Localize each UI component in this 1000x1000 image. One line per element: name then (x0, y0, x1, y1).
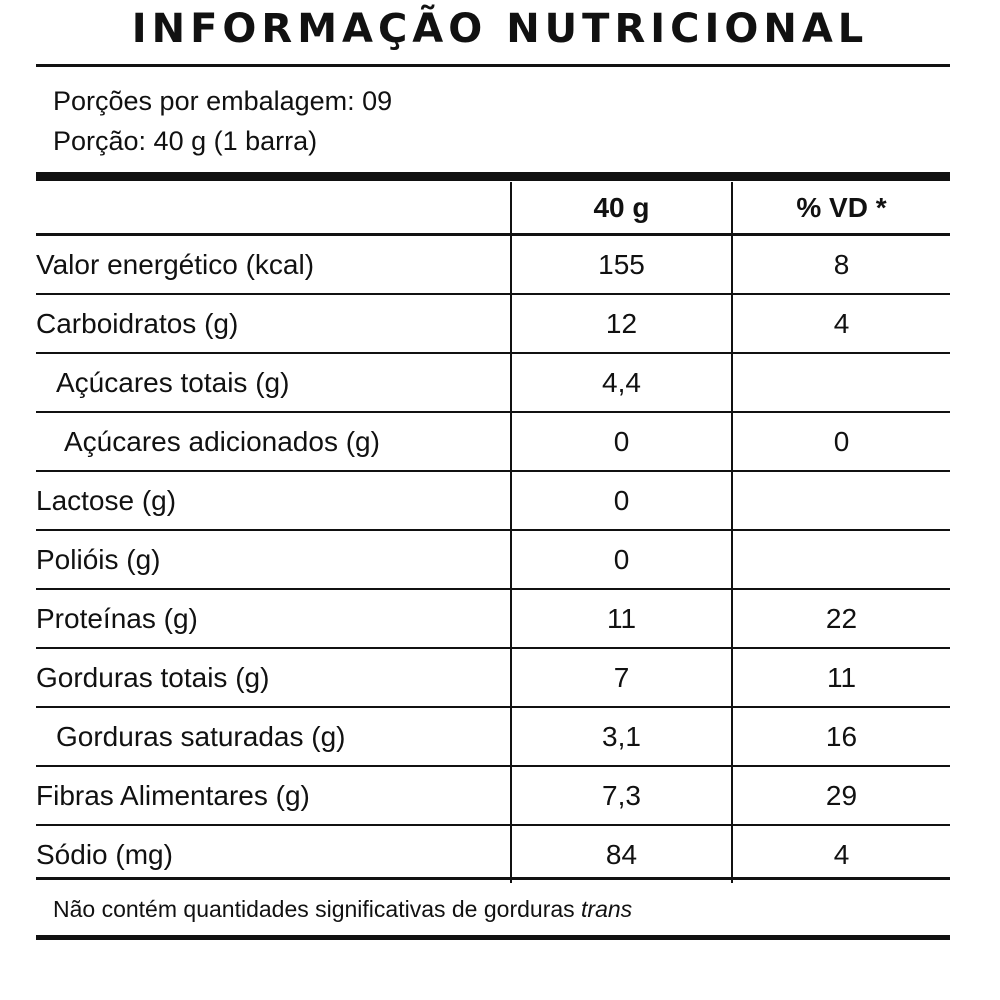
row-label: Proteínas (g) (36, 589, 511, 648)
table-row (36, 589, 950, 648)
row-label: Valor energético (kcal) (36, 235, 511, 295)
row-label: Gorduras saturadas (g) (36, 707, 511, 766)
row-amount: 0 (511, 530, 732, 589)
row-daily-value: 29 (732, 766, 950, 825)
table-row (36, 353, 950, 412)
table-row (36, 766, 950, 825)
table-row (36, 471, 950, 530)
table-bottom-divider (36, 877, 950, 880)
row-label: Açúcares adicionados (g) (36, 412, 511, 471)
row-amount: 12 (511, 294, 732, 353)
row-daily-value: 22 (732, 589, 950, 648)
row-daily-value (732, 471, 950, 530)
footnote-text: Não contém quantidades significativas de gorduras (53, 896, 582, 922)
row-amount: 155 (511, 235, 732, 295)
bottom-divider (36, 935, 950, 940)
table-row (36, 412, 950, 471)
portions-per-package: Porções por embalagem: 09 (53, 86, 393, 116)
table-row (36, 235, 950, 295)
portion-size: Porção: 40 g (1 barra) (53, 126, 318, 156)
row-amount: 7,3 (511, 766, 732, 825)
row-daily-value: 8 (732, 235, 950, 295)
row-label: Gorduras totais (g) (36, 648, 511, 707)
row-amount: 11 (511, 589, 732, 648)
row-amount: 84 (511, 825, 732, 883)
row-amount: 0 (511, 471, 732, 530)
row-daily-value: 16 (732, 707, 950, 766)
header-amount: 40 g (511, 182, 732, 235)
table-row (36, 707, 950, 766)
top-divider (36, 64, 950, 67)
table-row (36, 530, 950, 589)
table-header-row (36, 182, 950, 235)
table-row (36, 825, 950, 883)
row-daily-value: 0 (732, 412, 950, 471)
table-row (36, 648, 950, 707)
footnote-emphasis: trans (581, 896, 633, 922)
row-label: Polióis (g) (36, 530, 511, 589)
row-daily-value: 11 (732, 648, 950, 707)
nutrition-title: INFORMAÇÃO NUTRICIONAL (131, 6, 869, 52)
row-amount: 7 (511, 648, 732, 707)
row-label: Açúcares totais (g) (36, 353, 511, 412)
header-daily-value: % VD * (732, 182, 950, 235)
row-amount: 0 (511, 412, 732, 471)
row-daily-value: 4 (732, 294, 950, 353)
nutrition-table (36, 182, 950, 883)
row-label: Lactose (g) (36, 471, 511, 530)
header-nutrient (36, 182, 511, 235)
row-label: Sódio (mg) (36, 838, 173, 870)
row-daily-value: 4 (732, 825, 950, 883)
row-label: Fibras Alimentares (g) (36, 766, 511, 825)
row-amount: 4,4 (511, 353, 732, 412)
table-row (36, 294, 950, 353)
trans-fat-footnote (53, 892, 632, 926)
row-label: Carboidratos (g) (36, 294, 511, 353)
row-amount: 3,1 (511, 707, 732, 766)
row-daily-value (732, 353, 950, 412)
row-daily-value (732, 530, 950, 589)
thick-divider (36, 172, 950, 181)
